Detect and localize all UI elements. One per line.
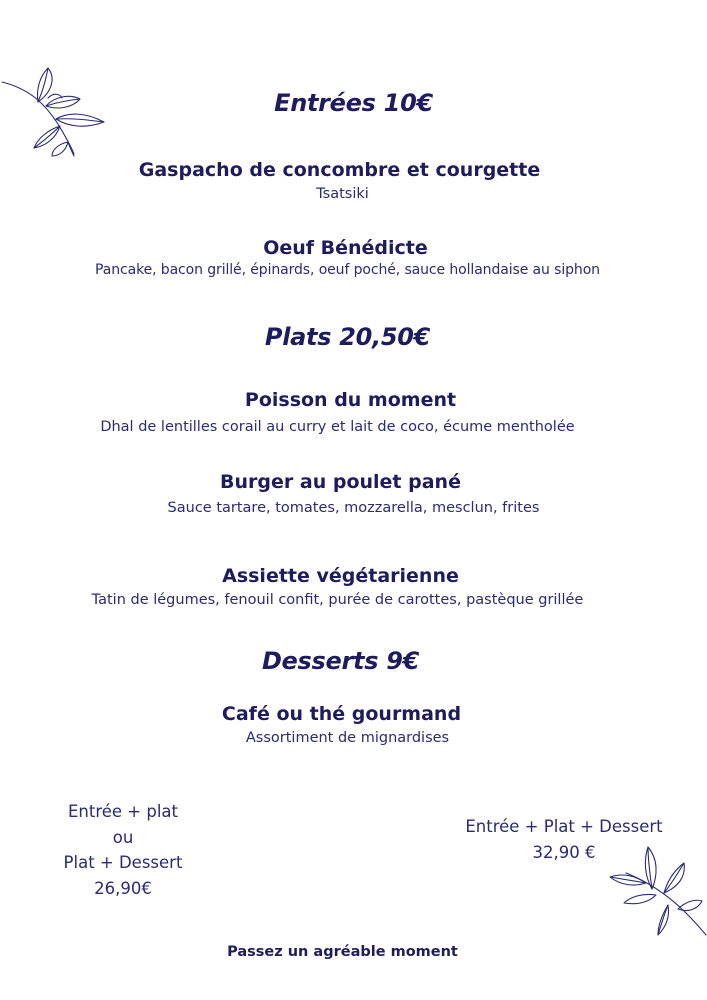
dish-description: Tatin de légumes, fenouil confit, purée de carottes, pastèque grillée	[91, 592, 584, 608]
formula-right-price: 32,90 €	[532, 842, 596, 862]
formula-left	[23, 799, 223, 901]
formula-left-line1: Entrée + plat	[67, 802, 179, 821]
dish-description: Tsatsiki	[316, 186, 369, 202]
dish-description: Pancake, bacon grillé, épinards, oeuf poché, sauce hollandaise au siphon	[95, 262, 600, 278]
section-title-desserts: Desserts 9€	[261, 647, 420, 675]
dish-name: Café ou thé gourmand	[221, 703, 462, 725]
section-title-entrees: Entrées 10€	[274, 89, 433, 117]
dish-description: Dhal de lentilles corail au curry et lait de coco, écume mentholée	[100, 419, 575, 435]
dish-description: Sauce tartare, tomates, mozzarella, mesclun, frites	[167, 500, 540, 516]
section-title-plats: Plats 20,50€	[264, 323, 431, 351]
dish-name: Poisson du moment	[244, 389, 457, 411]
formula-right	[444, 814, 684, 865]
footer-message: Passez un agréable moment	[227, 944, 458, 960]
dish-name: Assiette végétarienne	[222, 565, 459, 587]
dish-name: Gaspacho de concombre et courgette	[138, 159, 541, 181]
formula-right-line1: Entrée + Plat + Dessert	[465, 817, 663, 836]
dish-name: Burger au poulet pané	[220, 471, 461, 493]
formula-left-line3: Plat + Dessert	[63, 853, 183, 872]
formula-left-line2: ou	[112, 827, 134, 847]
formula-left-price: 26,90€	[94, 878, 152, 898]
dish-name: Oeuf Bénédicte	[263, 237, 428, 259]
dish-description: Assortiment de mignardises	[245, 730, 450, 746]
